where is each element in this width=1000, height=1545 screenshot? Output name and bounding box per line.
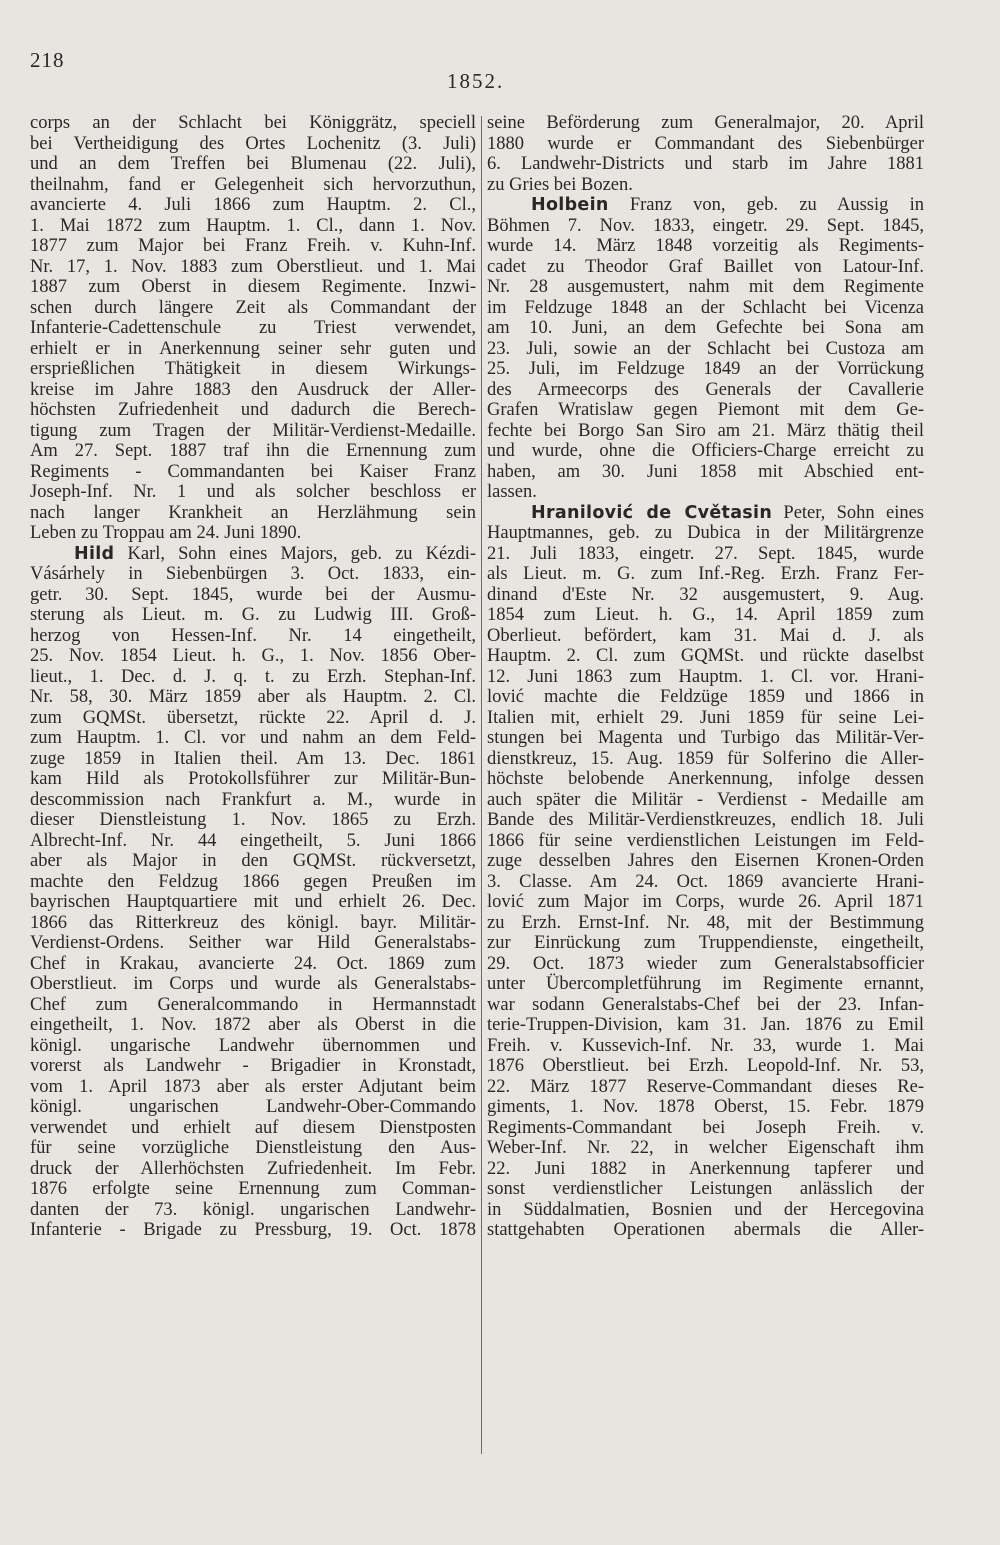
text-line: machte den Feldzug 1866 gegen Preußen im (30, 871, 476, 892)
text-line: Chef in Krakau, avancierte 24. Oct. 1869 zum (30, 953, 476, 974)
text-line: des Armeecorps des Generals der Cavallerie (487, 379, 924, 400)
text-line: descommission nach Frankfurt a. M., wurde in (30, 789, 476, 810)
text-line: Böhmen 7. Nov. 1833, eingetr. 29. Sept. 1845, (487, 215, 924, 236)
text-line: lović zum Major im Corps, wurde 26. April 1871 (487, 892, 924, 912)
text-line: Nr. 58, 30. März 1859 aber als Hauptm. 2. Cl. (30, 687, 476, 707)
text-line: Bande des Militär-Verdienstkreuzes, endlich 18. Juli (487, 810, 924, 830)
text-line: zu Erzh. Ernst-Inf. Nr. 48, mit der Bestimmung (487, 912, 924, 933)
text-line: königl. ungarische Landwehr übernommen und (30, 1035, 476, 1056)
text-line: seine Beförderung zum Generalmajor, 20. April (487, 113, 924, 133)
entry-holbein (487, 195, 924, 503)
entry-name-hranilovic: Hranilović de Cvětasin (531, 502, 773, 523)
text-line: Leben zu Troppau am 24. Juni 1890. (30, 523, 302, 543)
text-line: höchsten Zufriedenheit und dadurch die Berech- (30, 400, 476, 420)
text-line: nach langer Krankheit an Herzlähmung sein (30, 502, 476, 523)
column-divider (481, 116, 482, 1454)
text-line: zuge 1859 in Italien theil. Am 13. Dec. 1861 (30, 748, 476, 769)
text-line: höchste belobende Anerkennung, infolge dessen (487, 769, 924, 789)
text-line: am 10. Juni, an dem Gefechte bei Sona am (487, 318, 924, 338)
text-line: in Süddalmatien, Bosnien und der Hercegovina (487, 1199, 924, 1220)
text-line: 25. Nov. 1854 Lieut. h. G., 1. Nov. 1856 Ober- (30, 646, 476, 666)
text-line: im Feldzuge 1848 an der Schlacht bei Vicenza (487, 297, 924, 318)
entry-first-line-text: Karl, Sohn eines Majors, geb. zu Kézdi- (114, 543, 476, 564)
text-line: vorerst als Landwehr - Brigadier in Kronstadt, (30, 1056, 476, 1076)
text-line: ersprießlichen Thätigkeit in diesem Wirkungs- (30, 359, 476, 379)
text-line: schen durch längere Zeit als Commandant der (30, 297, 476, 318)
text-line: corps an der Schlacht bei Königgrätz, speciell (30, 113, 476, 133)
text-line: Freih. v. Kussevich-Inf. Nr. 33, wurde 1. Mai (487, 1035, 924, 1056)
text-line: 1877 zum Major bei Franz Freih. v. Kuhn-Inf. (30, 236, 476, 256)
text-line: verwendet und erhielt auf diesem Dienstposten (30, 1117, 476, 1138)
text-line: 22. März 1877 Reserve-Commandant dieses Re- (487, 1076, 924, 1097)
entry-first-line (30, 544, 476, 565)
continued-paragraph (30, 113, 476, 544)
text-line: tigung zum Tragen der Militär-Verdienst-Medaille. (30, 420, 476, 441)
text-line: eingetheilt, 1. Nov. 1872 aber als Oberst in die (30, 1015, 476, 1035)
text-line: 3. Classe. Am 24. Oct. 1869 avancierte Hrani- (487, 871, 924, 892)
text-line: Weber-Inf. Nr. 22, in welcher Eigenschaft ihm (487, 1138, 924, 1158)
text-line: giments, 1. Nov. 1878 Oberst, 15. Febr. 1879 (487, 1097, 924, 1117)
text-line: lieut., 1. Dec. d. J. q. t. zu Erzh. Stephan-Inf. (30, 666, 476, 687)
page-year-heading: 1852. (447, 69, 505, 93)
text-line: 6. Landwehr-Districts und starb im Jahre 1881 (487, 154, 924, 174)
entry-name-holbein: Holbein (531, 195, 609, 215)
text-line: aber als Major in den GQMSt. rückversetzt, (30, 851, 476, 871)
text-line: Infanterie-Cadettenschule zu Triest verwendet, (30, 318, 476, 338)
text-line: Infanterie - Brigade zu Pressburg, 19. Oct. 1878 (30, 1220, 476, 1240)
text-line: Am 27. Sept. 1887 traf ihn die Ernennung zum (30, 441, 476, 461)
text-line: 1. Mai 1872 zum Hauptm. 1. Cl., dann 1. Nov. (30, 215, 476, 236)
text-line: zum GQMSt. übersetzt, rückte 22. April d. J. (30, 707, 476, 728)
text-line: Albrecht-Inf. Nr. 44 eingetheilt, 5. Juni 1866 (30, 830, 476, 851)
text-line: 23. Juli, sowie an der Schlacht bei Custoza am (487, 338, 924, 359)
text-line: getr. 30. Sept. 1845, wurde bei der Ausmu- (30, 584, 476, 605)
text-line: 1866 für seine verdienstlichen Leistungen im Feld- (487, 830, 924, 851)
text-line: zur Einrückung zum Truppendienste, eingetheilt, (487, 933, 924, 953)
text-line: bayrischen Hauptquartiere mit und erhielt 26. Dec. (30, 892, 476, 912)
text-line: lassen. (487, 482, 537, 502)
text-line: stungen bei Magenta und Turbigo das Militär-Ver- (487, 728, 924, 748)
text-line: Verdienst-Ordens. Seither war Hild Generalstabs- (30, 933, 476, 953)
text-line: 12. Juni 1863 zum Hauptm. 1. Cl. vor. Hrani- (487, 666, 924, 687)
text-line: zuge desselben Jahres den Eisernen Kronen-Orden (487, 851, 924, 871)
right-column (487, 113, 924, 1241)
text-line: sonst verdienstlicher Leistungen anlässlich der (487, 1179, 924, 1199)
text-line: zum Hauptm. 1. Cl. vor und nahm an dem Feld- (30, 728, 476, 748)
text-line: dinand d'Este Nr. 32 ausgemustert, 9. Aug. (487, 584, 924, 605)
text-line: Nr. 17, 1. Nov. 1883 zum Oberstlieut. und 1. Mai (30, 256, 476, 277)
text-line: bei Vertheidigung des Ortes Lochenitz (3. Juli) (30, 133, 476, 154)
text-line: herzog von Hessen-Inf. Nr. 14 eingetheilt, (30, 625, 476, 646)
text-line: avancierte 4. Juli 1866 zum Hauptm. 2. Cl., (30, 195, 476, 215)
text-line: 1876 erfolgte seine Ernennung zum Comman- (30, 1179, 476, 1199)
text-line: sterung als Lieut. m. G. zu Ludwig III. Groß- (30, 605, 476, 625)
text-line: für seine vorzügliche Dienstleistung den Aus- (30, 1138, 476, 1158)
text-line: druck der Allerhöchsten Zufriedenheit. Im Febr. (30, 1158, 476, 1179)
text-line: lović machte die Feldzüge 1859 und 1866 in (487, 687, 924, 707)
text-line: vom 1. April 1873 aber als erster Adjutant beim (30, 1076, 476, 1097)
entry-first-line (487, 195, 924, 216)
entry-first-line-text: Peter, Sohn eines (772, 502, 924, 523)
text-line: königl. ungarischen Landwehr-Ober-Commando (30, 1097, 476, 1117)
text-line: dienstkreuz, 15. Aug. 1859 für Solferino die Aller- (487, 748, 924, 769)
entry-hild (30, 544, 476, 1241)
text-line: Oberstlieut. im Corps und wurde als Generalstabs- (30, 974, 476, 994)
text-line: Vásárhely in Siebenbürgen 3. Oct. 1833, ein- (30, 564, 476, 584)
text-line: Regiments - Commandanten bei Kaiser Franz (30, 461, 476, 482)
text-line: Italien mit, erhielt 29. Juni 1859 für seine Lei- (487, 707, 924, 728)
text-line: Hauptmannes, geb. zu Dubica in der Militärgrenze (487, 523, 924, 543)
text-line: Grafen Wratislaw gegen Piemont mit dem Ge- (487, 400, 924, 420)
text-line: 1854 zum Lieut. h. G., 14. April 1859 zum (487, 605, 924, 625)
text-line: Hauptm. 2. Cl. zum GQMSt. und rückte daselbst (487, 646, 924, 666)
text-line: Regiments-Commandant bei Joseph Freih. v. (487, 1117, 924, 1138)
text-line: 1887 zum Oberst in diesem Regimente. Inzwi- (30, 277, 476, 297)
text-line: war sodann Generalstabs-Chef bei der 23. Infan- (487, 994, 924, 1015)
entry-first-line (487, 503, 924, 524)
text-line: Nr. 28 ausgemustert, nahm mit dem Regimente (487, 277, 924, 297)
text-line: danten der 73. königl. ungarischen Landwehr- (30, 1199, 476, 1220)
text-line: 29. Oct. 1873 wieder zum Generalstabsofficier (487, 953, 924, 974)
continued-paragraph (487, 113, 924, 195)
text-line: 22. Juni 1882 in Anerkennung tapferer und (487, 1158, 924, 1179)
text-line: auch später die Militär - Verdienst - Medaille am (487, 789, 924, 810)
text-line: 1876 Oberstlieut. bei Erzh. Leopold-Inf. Nr. 53, (487, 1056, 924, 1076)
text-line: cadet zu Theodor Graf Baillet von Latour-Inf. (487, 256, 924, 277)
entry-hranilovic (487, 503, 924, 1241)
text-line: kreise im Jahre 1883 den Ausdruck der Aller- (30, 379, 476, 400)
entry-name-hild: Hild (74, 543, 115, 564)
text-line: und an dem Treffen bei Blumenau (22. Juli), (30, 154, 476, 174)
text-line: erhielt er in Anerkennung seiner sehr guten und (30, 338, 476, 359)
text-line: 1866 das Ritterkreuz des königl. bayr. Militär- (30, 912, 476, 933)
text-line: terie-Truppen-Division, kam 31. Jan. 1876 zu Emil (487, 1015, 924, 1035)
text-line: haben, am 30. Juni 1858 mit Abschied ent- (487, 461, 924, 482)
entry-first-line-text: Franz von, geb. zu Aussig in (608, 195, 924, 215)
left-column (30, 113, 476, 1241)
text-line: stattgehabten Operationen abermals die Aller- (487, 1220, 924, 1240)
text-line: Oberlieut. befördert, kam 31. Mai d. J. als (487, 625, 924, 646)
text-line: 21. Juli 1833, eingetr. 27. Sept. 1845, wurde (487, 543, 924, 564)
page-number: 218 (30, 48, 65, 72)
text-line: kam Hild als Protokollsführer zur Militär-Bun- (30, 769, 476, 789)
text-line: 25. Juli, im Feldzuge 1849 an der Vorrückung (487, 359, 924, 379)
text-line: fechte bei Borgo San Siro am 21. März thätig theil (487, 420, 924, 441)
text-line: theilnahm, fand er Gelegenheit sich hervorzuthun, (30, 174, 476, 195)
text-line: Chef zum Generalcommando in Hermannstadt (30, 994, 476, 1015)
text-line: zu Gries bei Bozen. (487, 174, 633, 195)
text-line: 1880 wurde er Commandant des Siebenbürger (487, 133, 924, 154)
text-line: dieser Dienstleistung 1. Nov. 1865 zu Erzh. (30, 810, 476, 830)
text-line: wurde 14. März 1848 vorzeitig als Regiments- (487, 236, 924, 256)
text-line: und wurde, ohne die Officiers-Charge erreicht zu (487, 441, 924, 461)
text-line: Joseph-Inf. Nr. 1 und als solcher beschloss er (30, 482, 476, 502)
text-line: unter Übercompletführung im Regimente ernannt, (487, 974, 924, 994)
text-line: als Lieut. m. G. zum Inf.-Reg. Erzh. Franz Fer- (487, 564, 924, 584)
